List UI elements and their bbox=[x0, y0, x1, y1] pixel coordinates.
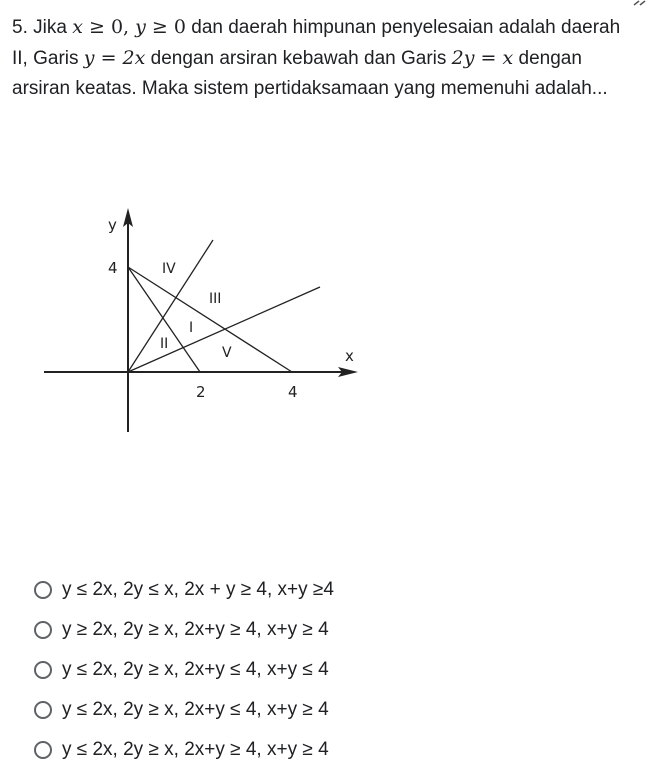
region-label-III: III bbox=[209, 291, 222, 307]
answer-option-1[interactable] bbox=[34, 570, 334, 610]
x-axis-label: x bbox=[345, 347, 354, 365]
y-tick-label-4: 4 bbox=[108, 259, 118, 277]
answer-option-label: y ≥ 2x, 2y ≥ x, 2x+y ≥ 4, x+y ≥ 4 bbox=[62, 619, 329, 640]
equation-2y-equals-x: 2y = x bbox=[451, 47, 514, 69]
answer-option-label: y ≤ 2x, 2y ≥ x, 2x+y ≤ 4, x+y ≤ 4 bbox=[62, 659, 329, 680]
radio-button[interactable] bbox=[34, 581, 52, 599]
x-tick-label-4: 4 bbox=[288, 383, 298, 401]
answer-option-3[interactable] bbox=[34, 650, 334, 690]
answer-option-2[interactable] bbox=[34, 610, 334, 650]
answer-option-label: y ≤ 2x, 2y ≥ x, 2x+y ≥ 4, x+y ≥ 4 bbox=[62, 739, 329, 760]
equation-y-equals-2x: y = 2x bbox=[83, 47, 146, 69]
region-label-IV: IV bbox=[162, 261, 176, 277]
x-tick-label-2: 2 bbox=[196, 383, 206, 401]
region-label-II: II bbox=[160, 336, 169, 352]
y-axis-label: y bbox=[108, 216, 117, 234]
radio-button[interactable] bbox=[34, 741, 52, 759]
radio-button[interactable] bbox=[34, 701, 52, 719]
question-text-part2: dengan arsiran kebawah dan Garis bbox=[150, 48, 447, 69]
corner-mark bbox=[632, 0, 646, 6]
answer-option-4[interactable] bbox=[34, 690, 334, 730]
line-y-equals-2x bbox=[128, 240, 213, 372]
answer-option-label: y ≤ 2x, 2y ≥ x, 2x+y ≤ 4, x+y ≥ 4 bbox=[62, 699, 329, 720]
radio-button[interactable] bbox=[34, 621, 52, 639]
inequality-graph bbox=[40, 205, 370, 440]
region-label-V: V bbox=[222, 345, 232, 361]
question-text bbox=[12, 12, 637, 104]
question-number: 5. bbox=[12, 17, 28, 38]
radio-button[interactable] bbox=[34, 661, 52, 679]
answer-option-label: y ≤ 2x, 2y ≤ x, 2x + y ≥ 4, x+y ≥4 bbox=[62, 579, 334, 600]
question-text-part1: dan daerah himpunan penyelesaian adalah daerah II, Garis bbox=[12, 17, 621, 69]
line-x-plus-y-equals-4 bbox=[128, 267, 292, 372]
question-text-part3: dengan arsiran keatas. Maka sistem pertidaksamaan yang memenuhi adalah... bbox=[12, 48, 608, 99]
condition-x-nonnegative: x ≥ 0, y ≥ 0 bbox=[72, 16, 186, 38]
answer-options bbox=[34, 570, 334, 770]
region-label-I: I bbox=[189, 320, 194, 336]
question-word-jika: Jika bbox=[33, 17, 67, 38]
answer-option-5[interactable] bbox=[34, 730, 334, 770]
